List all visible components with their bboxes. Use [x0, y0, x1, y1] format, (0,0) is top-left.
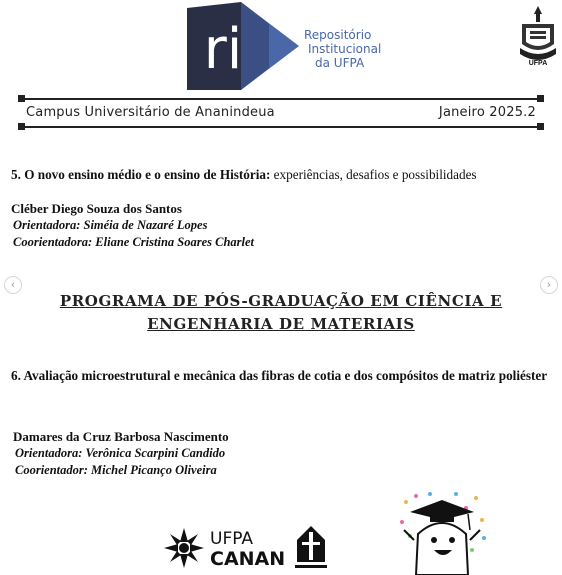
footer-canan-text: CANAN [210, 548, 286, 570]
bottom-divider [21, 126, 541, 128]
item-6-advisor: Orientadora: Verônica Scarpini Candido [15, 446, 226, 460]
footer-ufpa-text: UFPA [210, 529, 254, 549]
item-5-author: Cléber Diego Souza dos Santos [11, 201, 182, 216]
item-5-title [11, 165, 477, 185]
logo-mark: ri [203, 17, 243, 82]
carousel-next-button[interactable]: › [540, 276, 558, 294]
item-5-title-bold: 5. O novo ensino médio e o ensino de História: [11, 167, 271, 182]
divider-cap [18, 123, 25, 130]
divider-cap [537, 123, 544, 130]
biblioteca-logo [293, 522, 329, 572]
campus-label: Campus Universitário de Ananindeua [26, 105, 275, 120]
divider-cap [537, 95, 544, 102]
divider-cap [18, 95, 25, 102]
item-5-coadvisor: Coorientadora: Eliane Cristina Soares Charlet [13, 235, 255, 249]
item-6-coadvisor: Coorientador: Michel Picanço Oliveira [15, 463, 217, 477]
program-heading [0, 290, 562, 336]
ufpa-canan-logo [162, 522, 287, 572]
logo-line-1: Repositório [304, 28, 372, 42]
item-6-title: 6. Avaliação microestrutural e mecânica das fibras de cotia e dos compósitos de matriz poliéster [11, 368, 548, 383]
logo-line-3: da UFPA [315, 56, 365, 70]
logo-line-2: Institucional [308, 42, 382, 56]
item-6-author: Damares da Cruz Barbosa Nascimento [13, 429, 229, 444]
program-heading-line-2: ENGENHARIA DE MATERIAIS [147, 315, 415, 333]
top-divider [21, 98, 541, 100]
period-label: Janeiro 2025.2 [438, 105, 536, 120]
graduation-mascot-icon [396, 490, 488, 575]
item-5-advisor: Orientadora: Siméia de Nazaré Lopes [13, 218, 208, 232]
item-5-subtitle: experiências, desafios e possibilidades [270, 167, 477, 182]
crest-label: UFPA [528, 60, 548, 67]
carousel-prev-button[interactable]: ‹ [4, 276, 22, 294]
program-heading-line-1: PROGRAMA DE PÓS-GRADUAÇÃO EM CIÊNCIA E [59, 292, 503, 310]
repositorio-logo [187, 2, 387, 90]
